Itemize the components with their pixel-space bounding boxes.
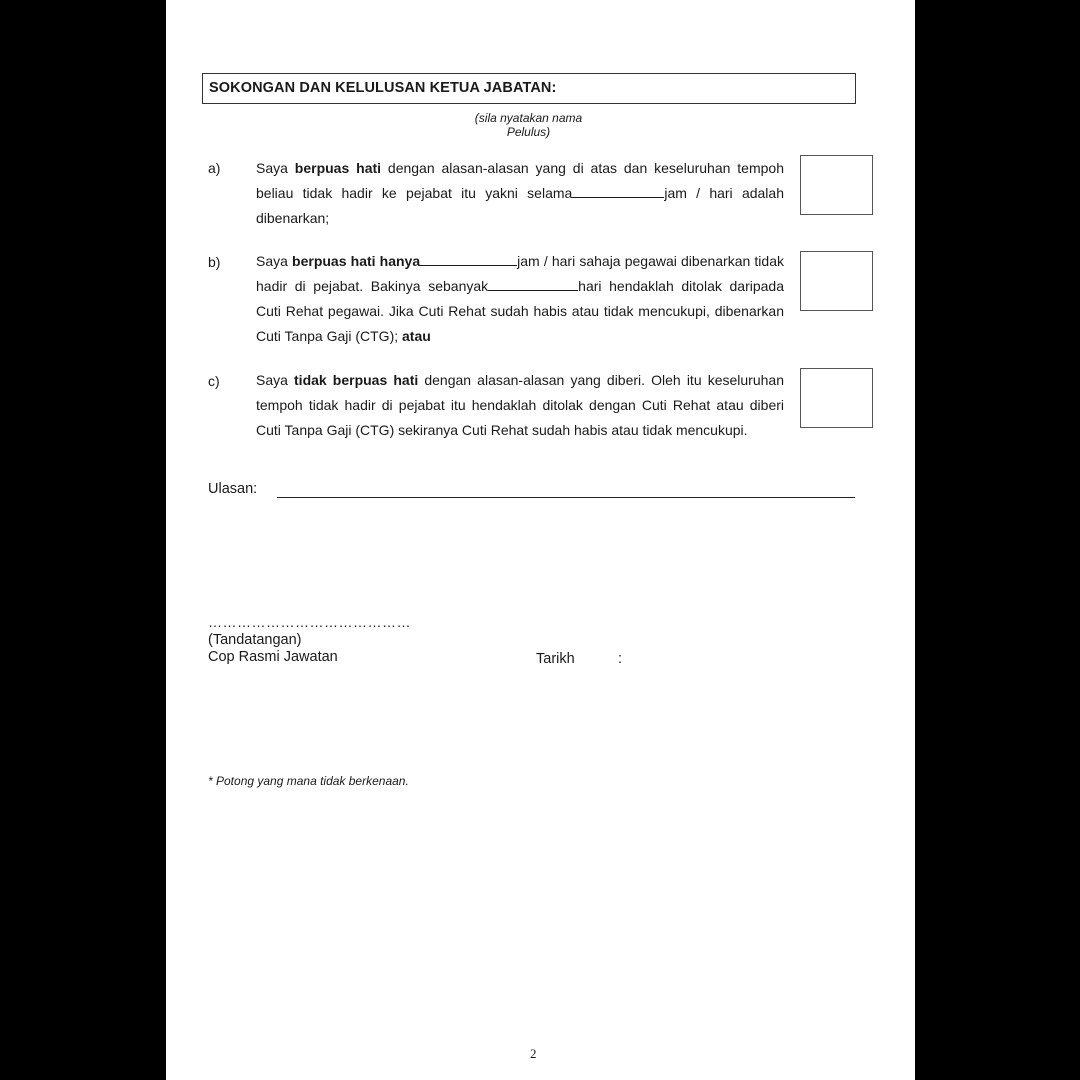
option-a-letter: a) [208, 160, 221, 176]
option-b-text-1: Saya [256, 253, 293, 269]
option-a-text-1: Saya [256, 160, 295, 176]
option-b-text-2: jam / hari sahaja pegawai dibenarkan tidak hadir di pejabat. Bakinya sebanyak [256, 253, 784, 294]
option-a-text-2: dengan alasan-alasan yang di atas dan keseluruhan tempoh beliau tidak hadir ke pejabat itu yakni selama [256, 160, 784, 201]
option-c-text-1: Saya [256, 372, 295, 388]
approver-note [406, 111, 651, 139]
document-page [166, 0, 915, 1080]
signature-label: (Tandatangan) [208, 632, 302, 648]
option-b-text [256, 249, 784, 349]
option-b-duration-blank[interactable] [420, 252, 517, 266]
date-colon: : [618, 651, 623, 667]
signature-dots[interactable]: …………………………………… [208, 614, 411, 630]
date-label: Tarikh [536, 651, 575, 667]
option-b-bold: berpuas hati hanya [292, 253, 421, 269]
option-a-text [256, 156, 784, 231]
option-c-text [256, 368, 784, 443]
stamp-label: Cop Rasmi Jawatan [208, 649, 338, 665]
footnote: * Potong yang mana tidak berkenaan. [208, 774, 409, 788]
option-a-text-3: jam / hari adalah dibenarkan; [256, 185, 784, 226]
option-b-atau: atau [402, 328, 431, 344]
option-a-duration-blank[interactable] [572, 184, 664, 198]
option-b-text-3: hari hendaklah ditolak daripada Cuti Rehat pegawai. Jika Cuti Rehat sudah habis atau tidak mencukupi, dibenarkan Cuti Tanpa Gaji (CTG); [256, 278, 784, 344]
option-b-balance-blank[interactable] [488, 277, 578, 291]
option-c-text-2: dengan alasan-alasan yang diberi. Oleh itu keseluruhan tempoh tidak hadir di pejabat itu hendaklah ditolak dengan Cuti Rehat atau diberi Cuti Tanpa Gaji (CTG) sekiranya Cuti Rehat sudah habis atau tidak mencukupi. [256, 372, 784, 438]
option-c-checkbox[interactable] [800, 368, 873, 428]
option-a-bold: berpuas hati [294, 160, 382, 176]
option-a-checkbox[interactable] [800, 155, 873, 215]
approver-note-line2: Pelulus) [506, 125, 551, 139]
option-c-letter: c) [208, 373, 220, 389]
approver-note-line1: (sila nyatakan nama [474, 111, 583, 125]
option-c-bold: tidak berpuas hati [294, 372, 419, 388]
ulasan-input-line[interactable] [277, 497, 855, 498]
option-b-checkbox[interactable] [800, 251, 873, 311]
page-number: 2 [530, 1046, 537, 1061]
section-title: SOKONGAN DAN KELULUSAN KETUA JABATAN: [202, 73, 856, 104]
ulasan-label: Ulasan: [208, 481, 258, 497]
option-b-letter: b) [208, 254, 221, 270]
signature-block [208, 632, 338, 666]
